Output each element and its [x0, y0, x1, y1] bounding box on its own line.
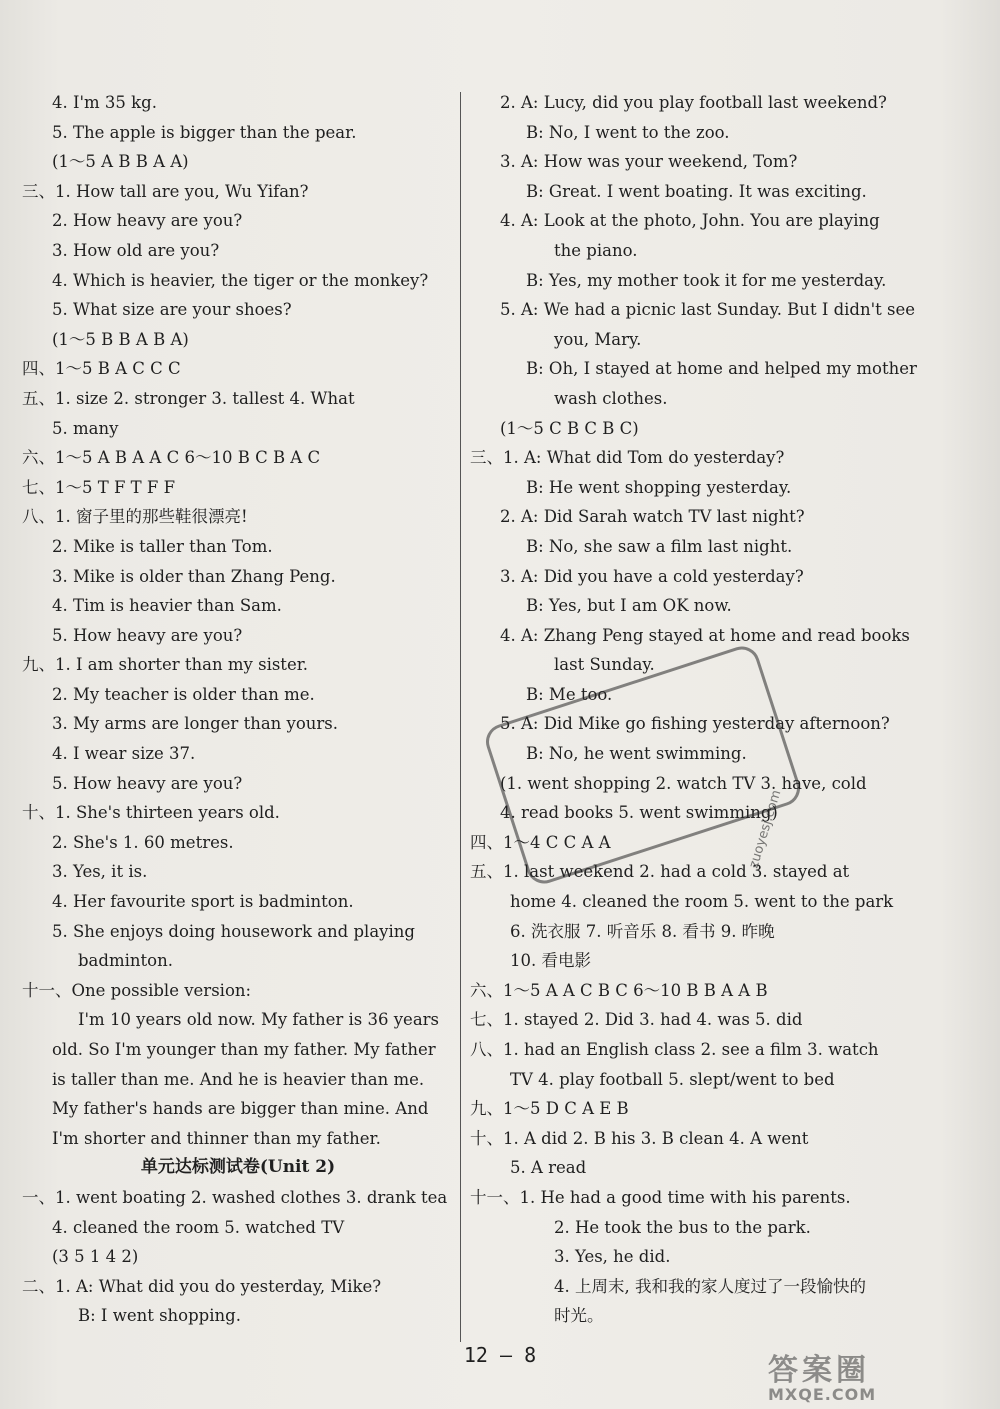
answer-line: 6. 洗衣服 7. 听音乐 8. 看书 9. 昨晚 [510, 921, 775, 941]
answer-line: badminton. [78, 951, 173, 971]
answer-line: 2. A: Did Sarah watch TV last night? [500, 507, 805, 527]
answer-line: 3. Yes, he did. [554, 1247, 671, 1267]
watermark-logo [768, 1345, 988, 1405]
answer-line: 十一、1. He had a good time with his parents. [470, 1187, 851, 1207]
answer-line: 一、1. went boating 2. washed clothes 3. drank tea [22, 1187, 448, 1207]
answer-line: 5. She enjoys doing housework and playing [52, 921, 415, 941]
answer-line: 四、1～4 C C A A [470, 832, 611, 852]
answer-line: 八、1. had an English class 2. see a film 3. watch [470, 1040, 879, 1059]
answer-line: B: Me too. [526, 684, 613, 704]
answer-line: 4. Which is heavier, the tiger or the monkey? [52, 270, 429, 290]
answer-line: is taller than me. And he is heavier than me. [52, 1069, 425, 1089]
left-column [22, 88, 454, 1331]
answer-line: home 4. cleaned the room 5. went to the park [510, 892, 894, 912]
answer-line: 九、1～5 D C A E B [470, 1099, 629, 1119]
answer-line: 七、1～5 T F T F F [22, 477, 176, 497]
answer-line: 3. Yes, it is. [52, 862, 148, 882]
answer-line: 3. My arms are longer than yours. [52, 714, 339, 734]
answer-line: 3. A: How was your weekend, Tom? [500, 152, 798, 172]
answer-line: 4. A: Zhang Peng stayed at home and read books [500, 625, 910, 645]
answer-line: B: Oh, I stayed at home and helped my mother [526, 359, 917, 379]
answer-line: 3. How old are you? [52, 240, 220, 260]
answer-line: you, Mary. [554, 329, 642, 349]
answer-line: 4. 上周末, 我和我的家人度过了一段愉快的 [554, 1276, 866, 1296]
answer-line: 2. A: Lucy, did you play football last weekend? [500, 93, 887, 112]
answer-line: 5. A read [510, 1158, 587, 1178]
answer-line: 六、1～5 A A C B C 6～10 B B A A B [470, 980, 768, 1000]
answer-line: (1～5 A B B A A) [52, 152, 189, 172]
answer-line: 2. My teacher is older than me. [52, 684, 315, 704]
answer-line: 5. A: Did Mike go fishing yesterday afternoon? [500, 714, 890, 734]
answer-line: the piano. [554, 240, 638, 260]
answer-line: last Sunday. [554, 655, 655, 675]
watermark-url: MXQE.COM [768, 1385, 877, 1404]
answer-line: 4. Tim is heavier than Sam. [52, 596, 282, 616]
answer-line: 2. How heavy are you? [52, 211, 243, 231]
answer-line: 2. She's 1. 60 metres. [52, 832, 234, 852]
answer-line: B: Great. I went boating. It was exciting. [526, 181, 867, 201]
answer-line: 4. A: Look at the photo, John. You are playing [500, 211, 880, 231]
answer-line: 五、1. last weekend 2. had a cold 3. stayed at [470, 862, 850, 882]
answer-line: 5. How heavy are you? [52, 625, 243, 645]
answer-line: (1. went shopping 2. watch TV 3. have, cold [500, 773, 867, 793]
answer-line: (1～5 C B C B C) [500, 418, 639, 438]
answer-line: 十、1. She's thirteen years old. [22, 803, 280, 823]
column-divider [460, 92, 461, 1342]
answer-line: 十、1. A did 2. B his 3. B clean 4. A went [470, 1128, 809, 1148]
answer-line: 5. A: We had a picnic last Sunday. But I didn't see [500, 300, 916, 320]
answer-line: I'm shorter and thinner than my father. [52, 1128, 381, 1148]
answer-line: 三、1. A: What did Tom do yesterday? [470, 448, 785, 468]
answer-line: 五、1. size 2. stronger 3. tallest 4. What [22, 388, 355, 408]
answer-line: 4. Her favourite sport is badminton. [52, 892, 354, 912]
answer-line: 10. 看电影 [510, 951, 591, 971]
answer-line: (3 5 1 4 2) [52, 1247, 139, 1267]
answer-line: B: No, I went to the zoo. [526, 122, 730, 142]
answer-line: (1～5 B B A B A) [52, 329, 189, 349]
answer-line: B: Yes, my mother took it for me yesterday. [526, 270, 887, 290]
watermark-title: 答案圈 [768, 1353, 870, 1388]
answer-line: B: No, she saw a film last night. [526, 536, 793, 556]
answer-line: 六、1～5 A B A A C 6～10 B C B A C [22, 448, 321, 468]
answer-line: B: He went shopping yesterday. [526, 477, 792, 497]
answer-line: 十一、One possible version: [22, 980, 252, 1000]
answer-line: old. So I'm younger than my father. My father [52, 1040, 436, 1059]
answer-line: 九、1. I am shorter than my sister. [22, 655, 309, 675]
answer-line: 5. What size are your shoes? [52, 300, 292, 320]
stamp-text: zuoyesj.com [746, 788, 785, 871]
answer-line: B: No, he went swimming. [526, 744, 747, 764]
answer-line: 2. He took the bus to the park. [554, 1217, 811, 1237]
answer-line: wash clothes. [554, 388, 668, 408]
answer-line: B: Yes, but I am OK now. [526, 596, 732, 616]
answer-line: 5. How heavy are you? [52, 773, 243, 793]
answer-line: 三、1. How tall are you, Wu Yifan? [22, 181, 309, 201]
answer-line: 单元达标测试卷(Unit 2) [140, 1157, 336, 1178]
answer-line: 八、1. 窗子里的那些鞋很漂亮! [22, 507, 248, 527]
answer-line: TV 4. play football 5. slept/went to bed [510, 1069, 835, 1089]
answer-line: 5. many [52, 418, 119, 438]
answer-line: 2. Mike is taller than Tom. [52, 536, 273, 556]
answer-line: 二、1. A: What did you do yesterday, Mike? [22, 1276, 382, 1296]
answer-line: 3. Mike is older than Zhang Peng. [52, 566, 336, 586]
answer-line: 七、1. stayed 2. Did 3. had 4. was 5. did [470, 1010, 803, 1030]
answer-line: B: I went shopping. [78, 1306, 241, 1326]
page-number: 12 — 8 [463, 1343, 537, 1367]
answer-line: 时光。 [554, 1306, 604, 1326]
answer-line: 4. I'm 35 kg. [52, 93, 157, 112]
answer-line: 5. The apple is bigger than the pear. [52, 122, 357, 142]
answer-line: 4. cleaned the room 5. watched TV [52, 1217, 345, 1237]
answer-line: 4. read books 5. went swimming) [500, 803, 778, 823]
answer-line: I'm 10 years old now. My father is 36 years [78, 1010, 440, 1030]
answer-line: 4. I wear size 37. [52, 744, 196, 764]
answer-line: 3. A: Did you have a cold yesterday? [500, 566, 804, 586]
answer-line: My father's hands are bigger than mine. And [52, 1099, 429, 1119]
answer-line: 四、1～5 B A C C C [22, 359, 181, 379]
